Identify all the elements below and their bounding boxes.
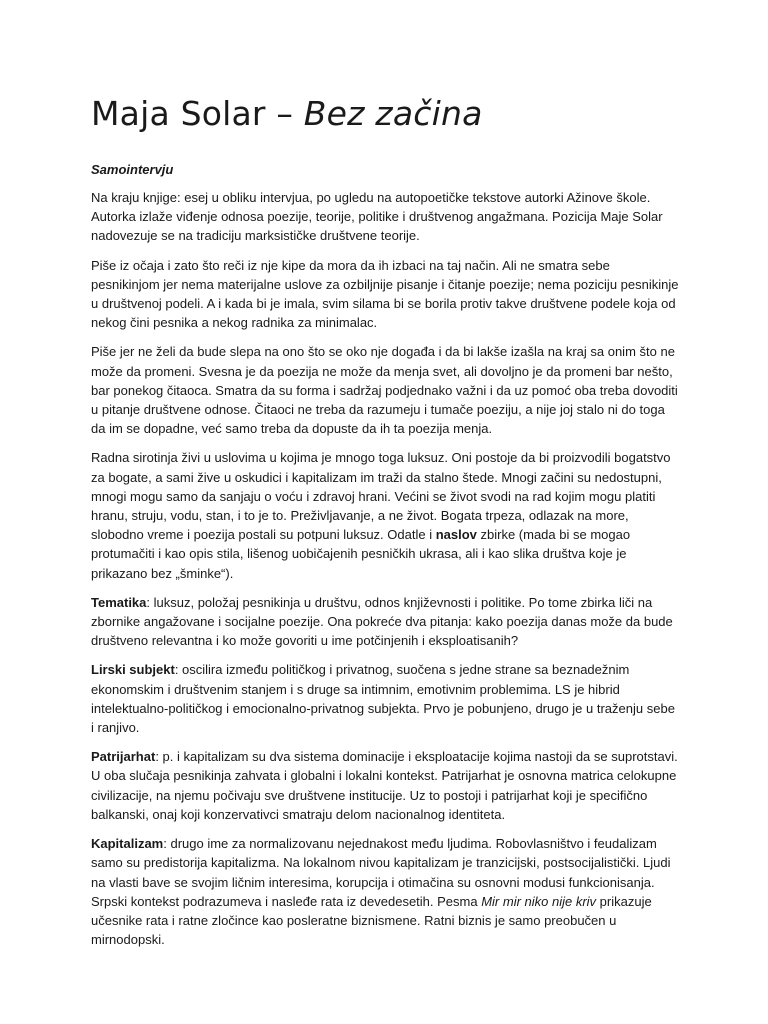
paragraph-text: Radna sirotinja živi u uslovima u kojima je mnogo toga luksuz. Oni postoje da bi proizvodili bogatstvo za bogate, a sami žive u oskudici i kapitalizam im traži da stalno štede. Mnogi začini su nedostupni, mnogi mogu samo da sanjaju o voću i zdravoj hrani. Većini se život svodi na rad kojim mogu platiti hranu, struju, vodu, stan, i to je to. Preživljavanje, a ne život. Bogata trpeza, odlazak na more, slobodno vreme i poezija postali su potpuni luksuz. Odatle i — [91, 450, 671, 543]
keyword-naslov: naslov — [435, 527, 477, 543]
poem-title: Mir mir niko nije kriv — [481, 893, 597, 909]
title-book: Bez začina — [303, 94, 483, 133]
term-tematika: Tematika — [91, 594, 147, 610]
paragraph-tematika — [91, 593, 681, 651]
paragraph-text: : p. i kapitalizam su dva sistema dominacije i eksploatacije kojima nastoji da se suprotstavi. U oba slučaja pesnikinja zahvata i globalni i lokalni kontekst. Patrijarhat je osnovna matrica celokupne civilizacije, na njemu počivaju sve društvene institucije. Uz to postoji i patrijarhat koji je specifično balkanski, onaj koji konzervativci smatraju delom nacionalnog identiteta. — [91, 749, 678, 822]
document-title — [91, 93, 681, 135]
paragraph-text: prikazuje učesnike rata i ratne zločince kao posleratne biznismene. Ratni biznis je samo preobučen u mirnodopski. — [91, 893, 652, 948]
paragraph-motive: Piše iz očaja i zato što reči iz nje kipe da mora da ih izbaci na taj način. Ali ne smatra sebe pesnikinjom jer nema materijalne uslove za ozbiljnije pisanje i čitanje poezije; nema poziciju pesnikinje u društvenoj podeli. A i kada bi je imala, svim silama bi se borila protiv takve društvene podele koja od nekog čini pesnika a nekog radnika za minimalac. — [91, 257, 679, 331]
paragraph-text: : luksuz, položaj pesnikinja u društvu, odnos književnosti i politike. Po tome zbirka liči na zbornike angažovane i socijalne poezije. Ona pokreće dva pitanja: kako poezija danas može da bude društveno relevantna i ko može govoriti u ime potčinjenih i eksploatisanih? — [91, 594, 673, 649]
paragraph-kapitalizam — [91, 834, 681, 949]
term-kapitalizam: Kapitalizam — [91, 836, 164, 852]
paragraph-intro: Na kraju knjige: esej u obliku intervjua, po ugledu na autopoetičke tekstove autorki Ažinove škole. Autorka izlaže viđenje odnosa poezije, teorije, politike i društvenog angažmana. Pozicija Maje Solar nadovezuje se na tradiciju marksističke društvene teorije. — [91, 190, 663, 244]
paragraph-text: zbirke (mada bi se mogao protumačiti i kao opis stila, lišenog uobičajenih pesničkih ukrasa, ali i kao slika društva koje je prikazano bez „šminke“). — [91, 527, 631, 581]
term-patrijarhat: Patrijarhat — [91, 749, 156, 765]
document-page — [91, 0, 681, 949]
section-subtitle: Samointervju — [91, 162, 174, 177]
paragraph-purpose: Piše jer ne želi da bude slepa na ono što se oko nje događa i da bi lakše izašla na kraj sa onim što ne može da promeni. Svesna je da poezija ne može da menja svet, ali dovoljno je da promeni bar nešto, bar ponekog čitaoca. Smatra da su forma i sadržaj podjednako važni i da uz pomoć oba treba dovoditi u pitanje društvene odnose. Čitaoci ne treba da razumeju i tumače poeziju, a nije joj stalo ni do toga da im se dopadne, već samo treba da dopuste da ih ta poezija menja. — [91, 344, 678, 437]
paragraph-text: : oscilira između političkog i privatnog, suočena s jedne strane sa beznadežnim ekonomskim i društvenim stanjem i s druge sa intimnim, emotivnim problemima. LS je hibrid intelektualno-političkog i emocionalno-privatnog subjekta. Prvo je pobunjeno, drugo je u traženju sebe i ranjivo. — [91, 662, 675, 736]
paragraph-patrijarhat — [91, 747, 681, 824]
term-lirski-subjekt: Lirski subjekt — [91, 662, 175, 678]
title-author: Maja Solar – — [91, 94, 304, 133]
paragraph-lirski-subjekt — [91, 660, 681, 737]
paragraph-title-meaning — [91, 448, 681, 582]
paragraph-text: : drugo ime za normalizovanu nejednakost među ljudima. Robovlasništvo i feudalizam samo su predistorija kapitalizma. Na lokalnom nivou kapitalizam je tranzicijski, postsocijalistički. Ljudi na vlasti bave se svojim ličnim interesima, korupcija i otimačina su osnovni modusi funkcionisanja. Srpski kontekst podrazumeva i nasleđe rata iz devedesetih. Pesma — [91, 836, 671, 909]
